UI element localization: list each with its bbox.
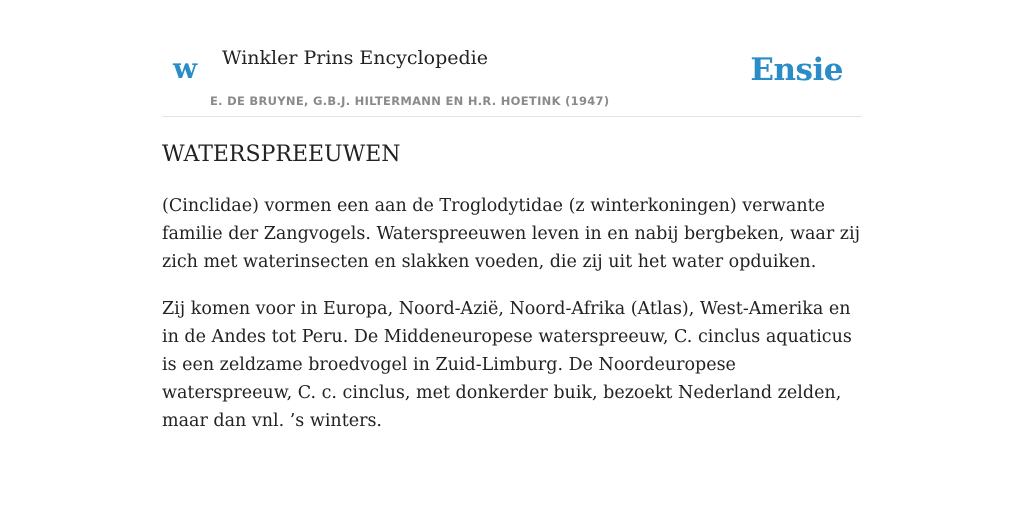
entry-headword: WATERSPREEUWEN bbox=[162, 142, 401, 167]
publication-authors: E. DE BRUYNE, G.B.J. HILTERMANN EN H.R. HOETINK (1947) bbox=[210, 94, 610, 108]
site-logo[interactable]: Ensie bbox=[750, 52, 843, 88]
entry-body bbox=[162, 192, 862, 454]
entry-paragraph: Zij komen voor in Europa, Noord-Azië, Noord-Afrika (Atlas), West-Amerika en in de Andes tot Peru. De Middeneuropese waterspreeuw, C. cinclus aquaticus is een zeldzame broedvogel in Zuid-Limburg. De Noordeuropese waterspreeuw, C. c. cinclus, met donkerder buik, bezoekt Nederland zelden, maar dan vnl. ’s winters. bbox=[162, 299, 852, 431]
article-container bbox=[162, 0, 862, 431]
publication-logo[interactable]: w bbox=[173, 52, 198, 85]
publication-title[interactable]: Winkler Prins Encyclopedie bbox=[222, 47, 488, 69]
entry-paragraph: (Cinclidae) vormen een aan de Troglodytidae (z winterkoningen) verwante familie der Zangvogels. Waterspreeuwen leven in en nabij bergbeken, waar zij zich met waterinsecten en slakken voeden, die zij uit het water opduiken. bbox=[162, 196, 861, 272]
publication-header bbox=[162, 0, 862, 117]
